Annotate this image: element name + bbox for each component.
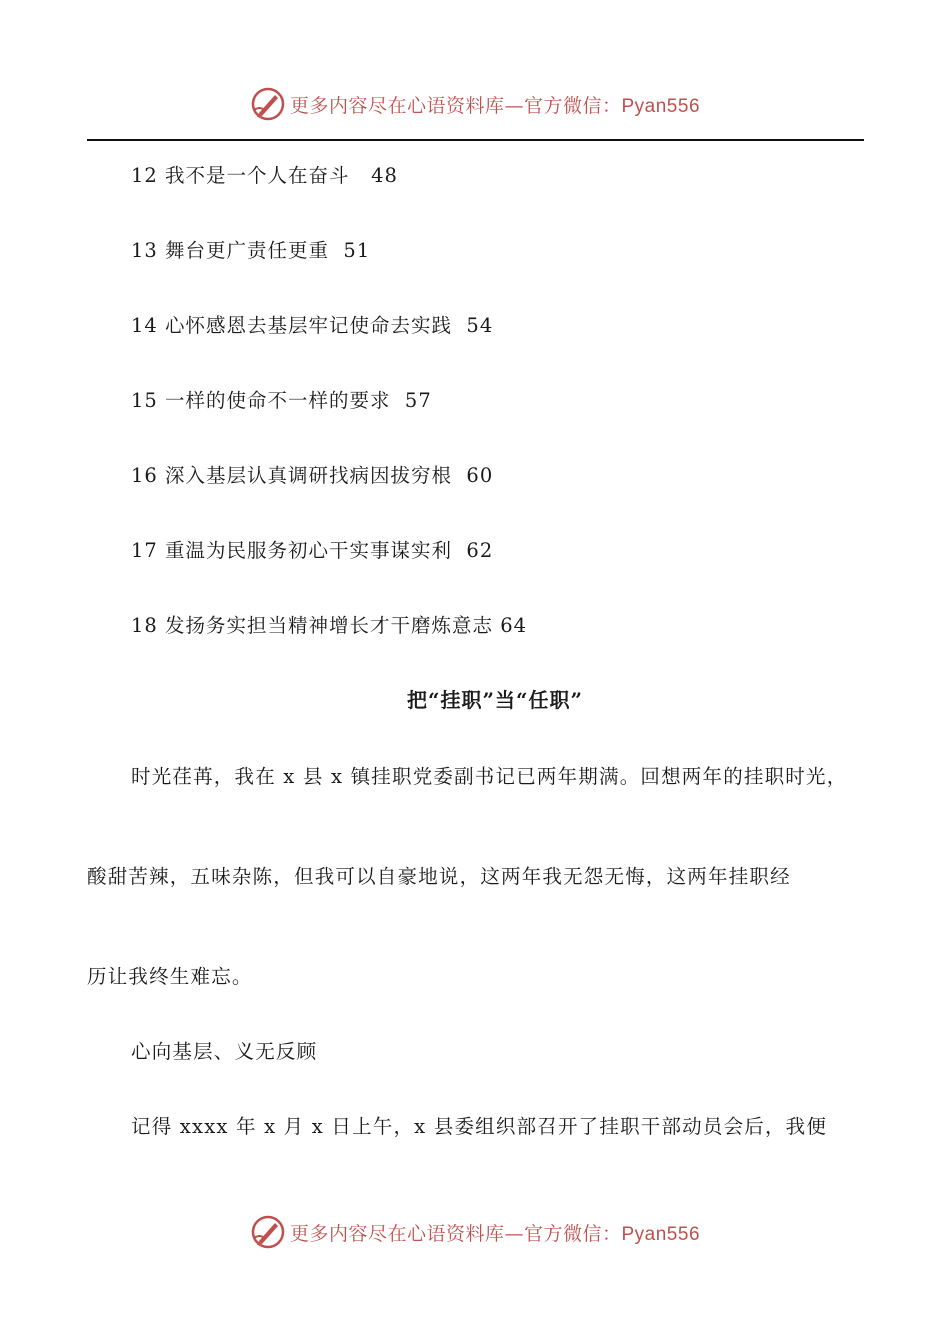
article-title: 把“挂职”当“任职” [406,688,583,712]
paragraph-line: 历让我终生难忘。 [87,965,253,988]
banner-label: 更多内容尽在心语资料库—官方微信： [289,94,622,117]
toc-item: 12 我不是一个人在奋斗 48 [131,164,398,187]
pen-logo-icon [250,86,286,122]
toc-item: 16 深入基层认真调研找病因拔穷根 60 [131,464,494,487]
pen-logo-icon [250,1214,286,1250]
header-divider [87,139,864,141]
toc-item: 13 舞台更广责任更重 51 [131,239,371,262]
header-banner [0,84,950,124]
banner-text [290,91,700,118]
banner-wechat-id: Pyan556 [621,95,701,117]
footer-banner [0,1212,950,1252]
toc-item: 17 重温为民服务初心干实事谋实利 62 [131,539,494,562]
paragraph-line: 时光荏苒，我在 x 县 x 镇挂职党委副书记已两年期满。回想两年的挂职时光， [131,765,848,788]
banner-text [290,1219,700,1246]
paragraph-line: 记得 xxxx 年 x 月 x 日上午，x 县委组织部召开了挂职干部动员会后，我便 [131,1115,828,1138]
section-heading: 心向基层、义无反顾 [131,1040,318,1063]
banner-label: 更多内容尽在心语资料库—官方微信： [289,1222,622,1245]
toc-item: 15 一样的使命不一样的要求 57 [131,389,432,412]
paragraph-line: 酸甜苦辣，五味杂陈，但我可以自豪地说，这两年我无怨无悔，这两年挂职经 [87,865,791,888]
toc-item: 14 心怀感恩去基层牢记使命去实践 54 [131,314,494,337]
banner-wechat-id: Pyan556 [621,1223,701,1245]
toc-item: 18 发扬务实担当精神增长才干磨炼意志 64 [131,614,528,637]
